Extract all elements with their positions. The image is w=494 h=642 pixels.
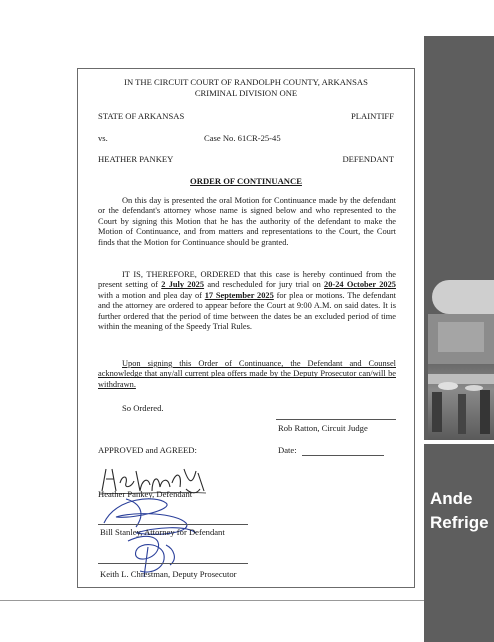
signatory-defendant: Heather Pankey, Defendant: [98, 489, 193, 499]
case-number: Case No. 61CR-25-45: [204, 133, 281, 143]
date-label: Date:: [278, 445, 297, 455]
paragraph-acknowledge-text: Upon signing this Order of Continuance, the Defendant and Counsel acknowledge that any/all current plea offers made by the Deputy Prosecutor can/will be withdrawn.: [98, 359, 396, 389]
paragraph-motion-text: On this day is presented the oral Motion for Continuance made by the defendant or the defendant's attorney whose name is signed below and who represented to the Court by signing this Motion that he has the authority of the defendant to make the Motion of Continuance, and from matters and representations to the Court, the Court finds that the Motion for Continuance should be granted.: [98, 196, 396, 247]
adjacent-page-pill: [432, 280, 494, 314]
defendant-name: HEATHER PANKEY: [98, 154, 174, 164]
adjacent-page-photo: [428, 314, 494, 440]
paragraph-acknowledge: [98, 359, 396, 390]
court-name: IN THE CIRCUIT COURT OF RANDOLPH COUNTY, ARKANSAS: [124, 77, 368, 87]
prosecutor-signature-line: [98, 563, 248, 564]
approved-agreed: APPROVED and AGREED:: [98, 445, 197, 455]
court-order-document: [77, 68, 415, 588]
adjacent-page-top: [424, 0, 494, 36]
date-line: [302, 455, 384, 456]
order-title: ORDER OF CONTINUANCE: [190, 176, 302, 186]
signatory-attorney: Bill Stanley, Attorney for Defendant: [100, 527, 225, 537]
adjacent-page-title-line1: Ande: [430, 489, 473, 508]
present-setting-date: 2 July 2025: [161, 280, 205, 290]
plea-day-date: 17 September 2025: [204, 290, 274, 300]
paragraph-ordered-text: IT IS, THEREFORE, ORDERED that this case is hereby continued from the present setting of 2 July 2025 and rescheduled for jury trial on 20-24 October 2025 with a motion and plea day of 17 September 2025 for plea or motions. The defendant and the attorney are ordered to appear before the Court at 9:00 A.M. on said dates. It is further ordered that the period of time between the dates be an excluded period of time within the meaning of the Speedy Trial Rules.: [98, 270, 396, 332]
adjacent-page-title-line2: Refrige: [430, 513, 489, 532]
jury-trial-date: 20-24 October 2025: [324, 280, 396, 290]
adjacent-page-separator: [424, 440, 494, 444]
attorney-signature-line: [98, 524, 248, 525]
judge-name: Rob Ratton, Circuit Judge: [278, 423, 368, 433]
state-party: STATE OF ARKANSAS: [98, 111, 185, 121]
page-bottom-rule: [0, 600, 424, 601]
plaintiff-label: PLAINTIFF: [351, 111, 394, 121]
paragraph-ordered: [98, 270, 396, 332]
paragraph-motion: [98, 196, 396, 248]
court-division: CRIMINAL DIVISION ONE: [194, 88, 298, 98]
signatory-prosecutor: Keith L. Chrestman, Deputy Prosecutor: [100, 569, 237, 579]
defendant-label: DEFENDANT: [342, 154, 394, 164]
judge-signature-line: [276, 419, 396, 420]
versus-label: vs.: [98, 133, 108, 143]
so-ordered: So Ordered.: [122, 403, 164, 413]
